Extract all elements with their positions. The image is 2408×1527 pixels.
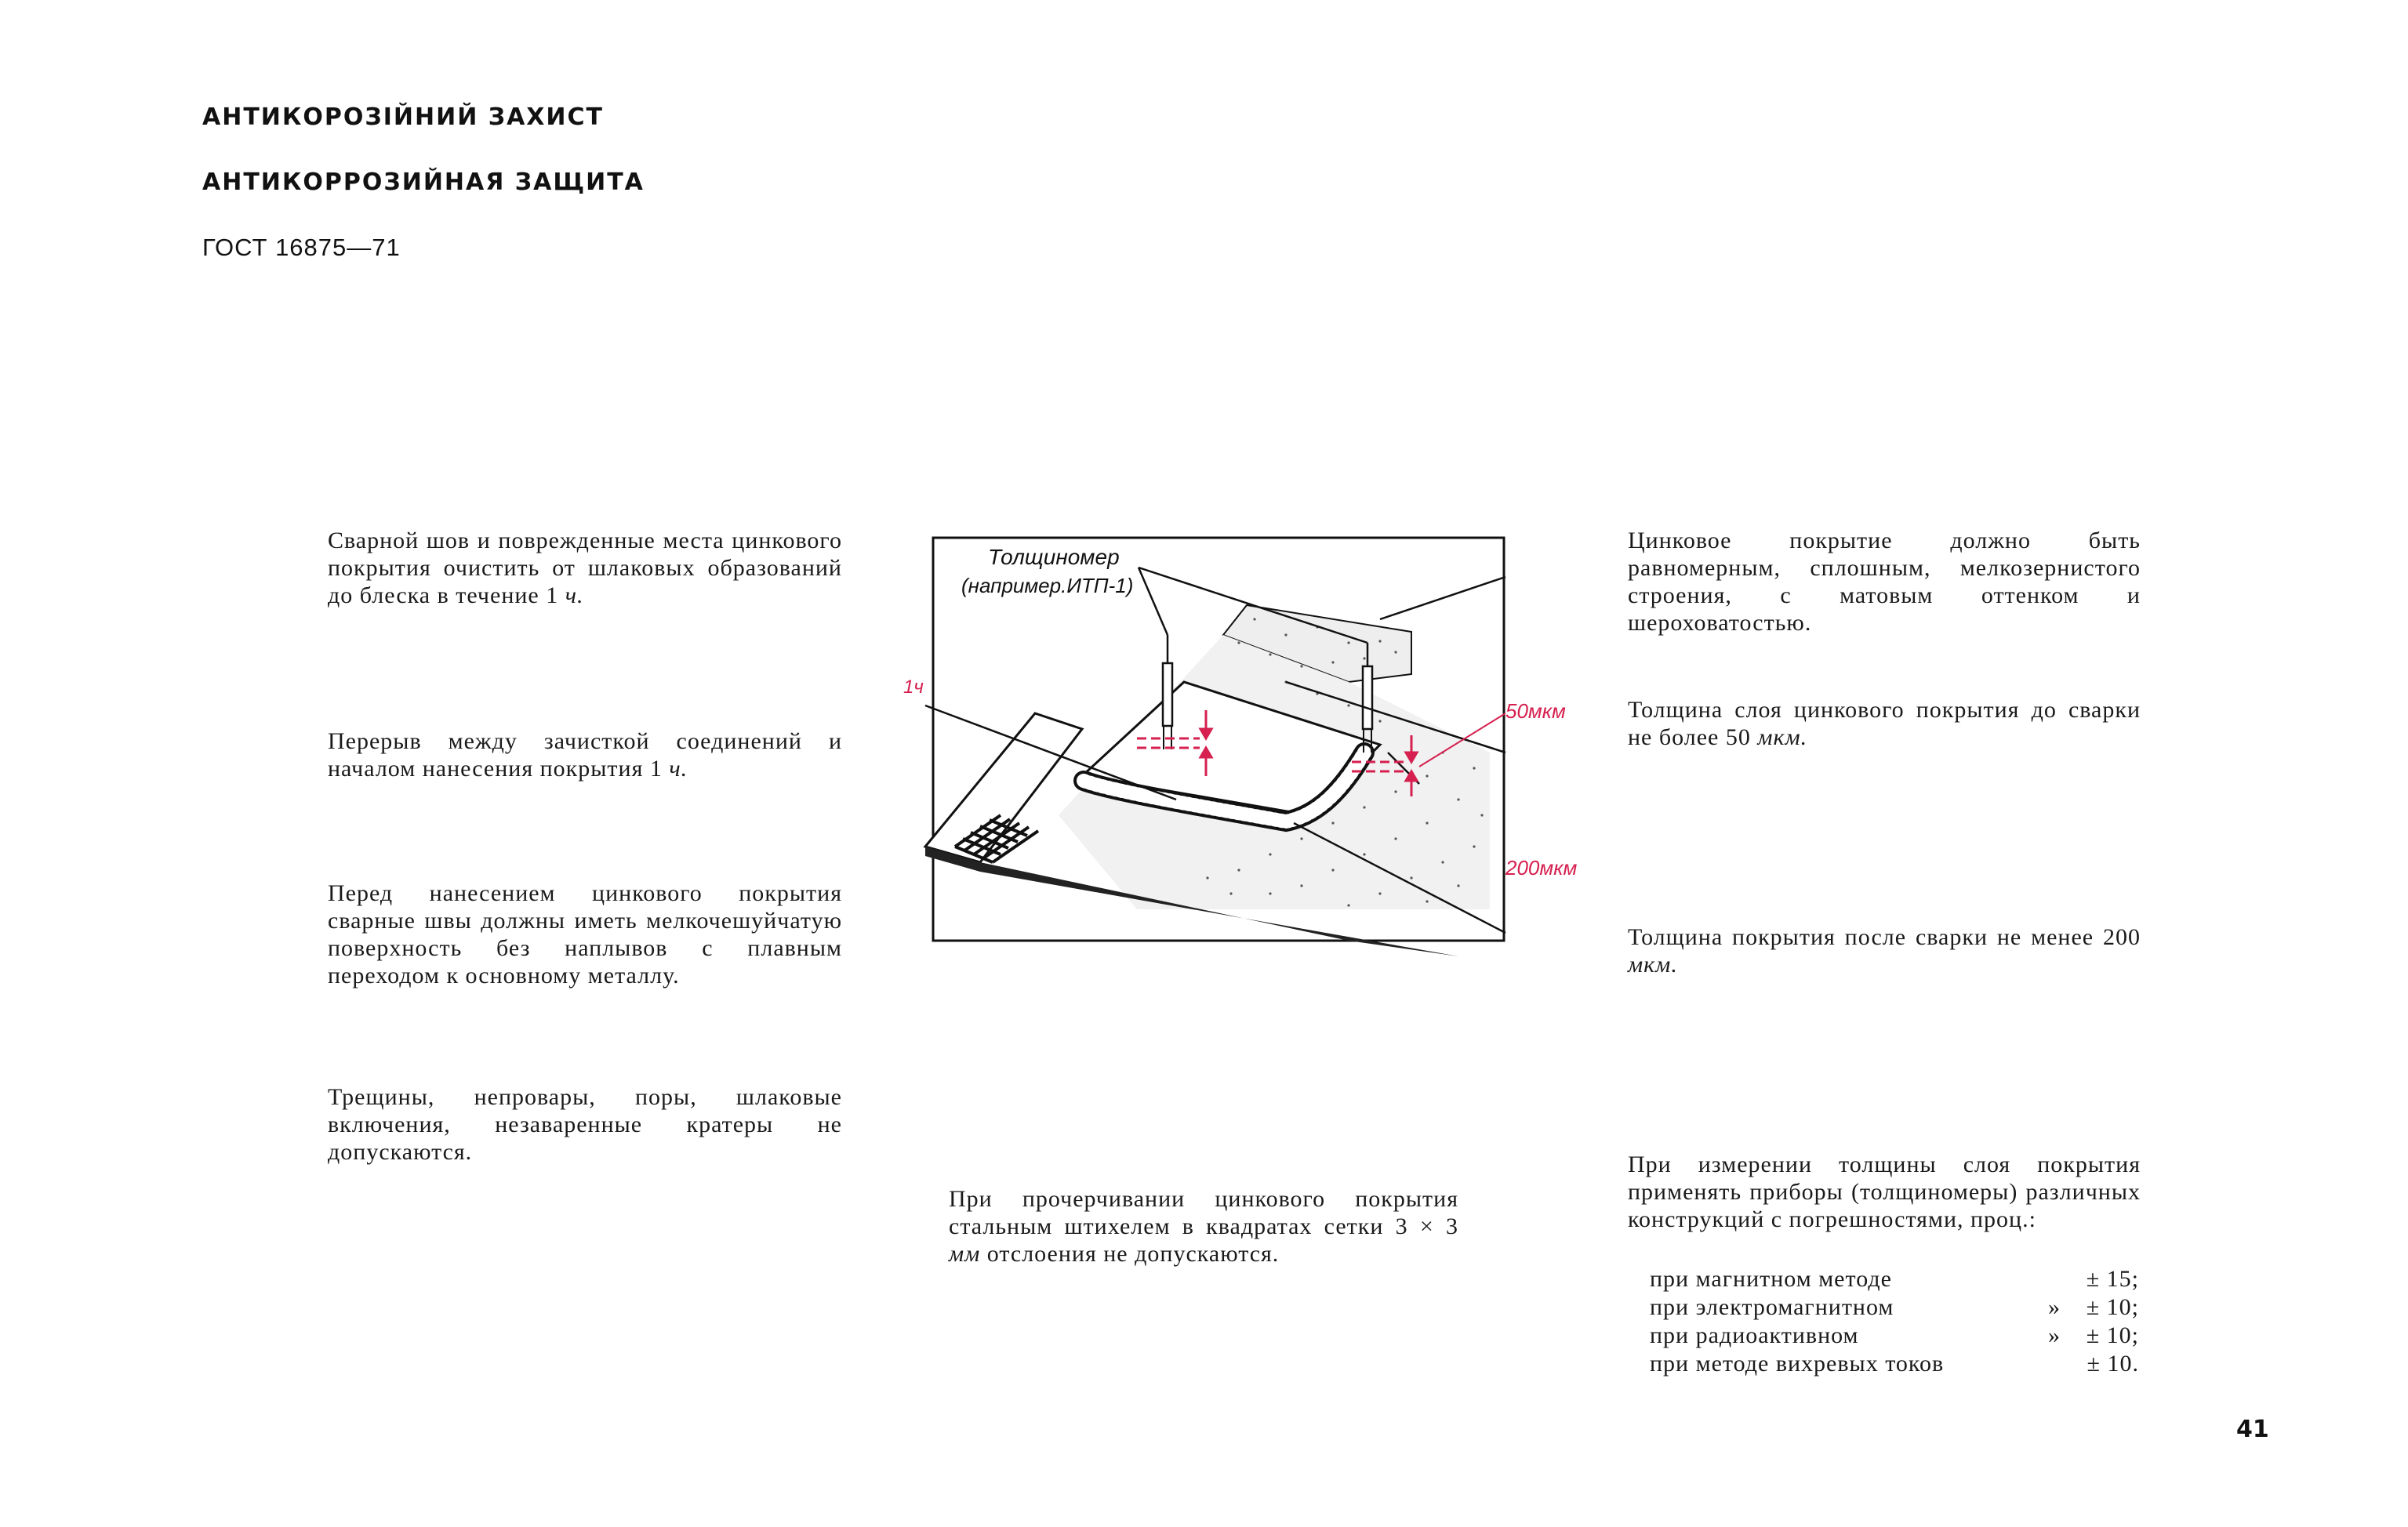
- callout-gauge-model: (например.ИТП-1): [961, 574, 1134, 597]
- label-200-microns: 200мкм: [1505, 856, 1578, 880]
- right-para-4-text: При измерении толщины слоя покрытия применять приборы (толщиномеры) различных конструкций с погрешностями, проц.:: [1628, 1152, 2141, 1232]
- title-russian: АНТИКОРРОЗИЙНАЯ ЗАЩИТА: [202, 169, 645, 196]
- right-para-3-text: Толщина покрытия после сварки не менее 200: [1628, 924, 2141, 950]
- right-para-2-unit: мкм.: [1757, 724, 1808, 750]
- tolerance-method: при электромагнитном: [1650, 1294, 1894, 1320]
- center-caption-text-end: отслоения не допускаются.: [986, 1241, 1280, 1267]
- left-para-1-unit: ч.: [565, 582, 584, 608]
- tolerance-method: при магнитном методе: [1650, 1266, 1892, 1292]
- tolerance-method: при радиоактивном: [1650, 1322, 1859, 1348]
- right-para-4: [1628, 1151, 2141, 1233]
- standard-number: ГОСТ 16875—71: [202, 234, 401, 261]
- center-caption: [949, 1185, 1458, 1268]
- right-para-3: [1628, 923, 2141, 978]
- label-50-microns: 50мкм: [1505, 699, 1566, 723]
- tolerance-list: [1650, 1265, 2139, 1378]
- tolerance-value: ± 15;: [2086, 1266, 2139, 1292]
- tolerance-method: при методе вихревых токов: [1650, 1351, 1945, 1376]
- left-para-1: [328, 527, 842, 609]
- center-caption-unit: мм: [949, 1241, 981, 1267]
- left-para-2-text: Перерыв между зачисткой соединений и началом нанесения покрытия 1: [328, 728, 842, 782]
- left-para-2: [328, 727, 842, 782]
- tolerance-row: [1650, 1350, 2139, 1378]
- page-number: 41: [2236, 1416, 2269, 1443]
- left-para-3: [328, 880, 842, 989]
- right-para-1-text: Цинковое покрытие должно быть равномерным, сплошным, мелкозернистого строения, с матовым оттенком и шероховатостью.: [1628, 528, 2141, 636]
- center-caption-text: При прочерчивании цинкового покрытия стальным штихелем в квадратах сетки 3 × 3: [949, 1186, 1458, 1239]
- left-para-1-text: Сварной шов и поврежденные места цинкового покрытия очистить от шлаковых образований до блеска в течение 1: [328, 528, 842, 608]
- left-para-4: [328, 1083, 842, 1166]
- tolerance-ditto: »: [2048, 1322, 2061, 1348]
- label-time: 1ч: [903, 676, 924, 698]
- left-para-3-text: Перед нанесением цинкового покрытия сварные швы должны иметь мелкочешуйчатую поверхность без наплывов с плавным переходом к основному металлу.: [328, 880, 842, 988]
- title-ukrainian: АНТИКОРОЗІЙНИЙ ЗАХИСТ: [202, 103, 605, 131]
- right-para-2: [1628, 696, 2141, 751]
- right-para-2-text: Толщина слоя цинкового покрытия до сварки не более 50: [1628, 697, 2141, 750]
- tolerance-value: ± 10;: [2086, 1322, 2139, 1348]
- tolerance-row: [1650, 1265, 2139, 1293]
- weld-coating-diagram: [878, 517, 1578, 972]
- tolerance-value: ± 10;: [2086, 1294, 2139, 1320]
- tolerance-ditto: »: [2048, 1294, 2061, 1320]
- left-para-2-unit: ч.: [669, 756, 688, 782]
- tolerance-value: ± 10.: [2087, 1351, 2139, 1376]
- callout-gauge: Толщиномер: [988, 545, 1120, 569]
- tolerance-row: [1650, 1293, 2139, 1322]
- right-para-3-unit: мкм.: [1628, 952, 1678, 977]
- right-para-1: [1628, 527, 2141, 637]
- left-para-4-text: Трещины, непровары, поры, шлаковые включения, незаваренные кратеры не допускаются.: [328, 1084, 842, 1165]
- tolerance-row: [1650, 1322, 2139, 1350]
